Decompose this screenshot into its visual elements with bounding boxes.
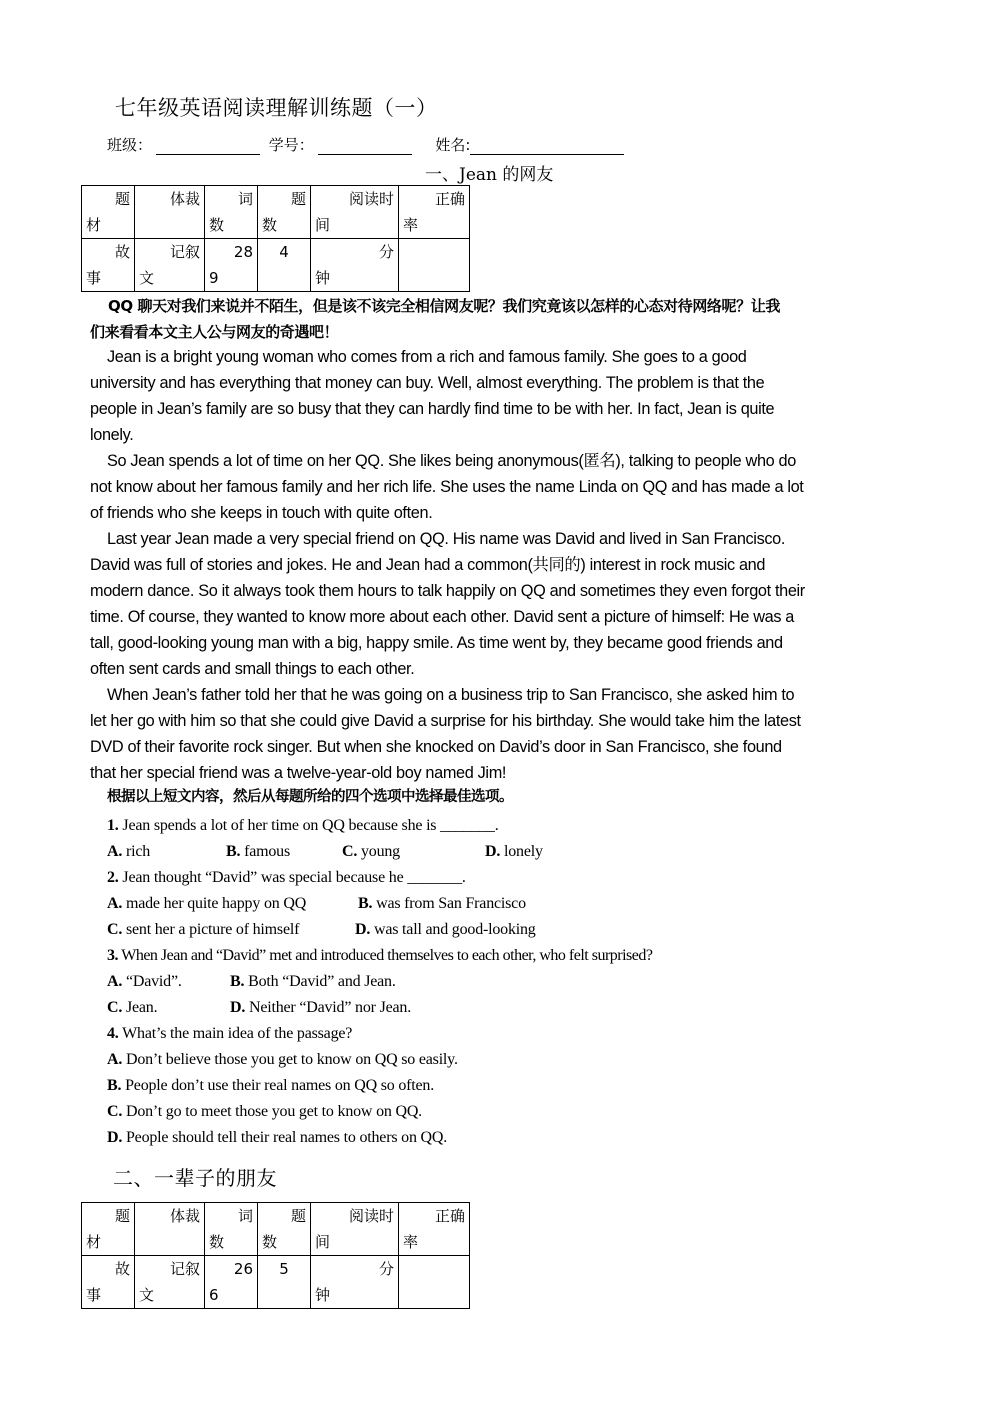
passage-line: of friends who she keeps in touch with quite often.	[90, 504, 433, 522]
option-letter: C.	[342, 843, 358, 860]
cell-text: 分	[378, 243, 394, 261]
instruction-text: 根据以上短文内容，然后从每题所给的四个选项中选择最佳选项。	[107, 789, 513, 805]
table-cell	[205, 239, 258, 292]
question-3	[107, 943, 652, 969]
option-4c[interactable]	[107, 1103, 422, 1121]
option-letter: A.	[107, 843, 123, 860]
cell-text: 题	[114, 1207, 130, 1225]
option-letter: B.	[358, 895, 373, 912]
option-1c[interactable]	[342, 843, 400, 861]
option-text: made her quite happy on QQ	[125, 895, 307, 912]
passage-line: let her go with him so that she could give David a surprise for his birthday. She would take him the latest	[90, 712, 801, 730]
cell-text: 数	[262, 216, 278, 234]
passage-line: David was full of stories and jokes. He and Jean had a common(共同的) interest in rock music and	[90, 556, 766, 574]
page-title: 七年级英语阅读理解训练题（一）	[115, 96, 438, 120]
question-number: 3.	[107, 947, 118, 964]
cell-text	[262, 1282, 306, 1308]
option-letter: B.	[107, 1077, 122, 1094]
table-row	[82, 239, 470, 292]
cell-text: 文	[139, 1286, 155, 1304]
option-4a[interactable]	[107, 1051, 458, 1069]
option-letter: D.	[107, 1129, 123, 1146]
option-text: lonely	[503, 843, 543, 860]
option-text: “David”.	[125, 973, 182, 990]
table-cell	[205, 186, 258, 239]
cell-text	[139, 212, 200, 238]
cell-text: 题	[290, 1207, 306, 1225]
table-cell	[258, 1203, 311, 1256]
student-number-label: 学号：	[268, 136, 314, 154]
question-2	[107, 865, 466, 891]
cell-text: 间	[315, 1233, 331, 1251]
student-number-field[interactable]	[318, 138, 412, 155]
section-1-heading: 一、Jean 的网友	[425, 165, 554, 185]
cell-text: 体裁	[169, 1207, 200, 1225]
option-text: People don’t use their real names on QQ so often.	[125, 1077, 435, 1094]
table-header-row	[82, 1203, 470, 1256]
cell-text: 故	[114, 1260, 130, 1278]
cell-text: 记叙	[169, 243, 200, 261]
cell-text: 数	[209, 216, 225, 234]
passage-line: Jean is a bright young woman who comes from a rich and famous family. She goes to a good	[107, 348, 747, 366]
option-text: Jean.	[125, 999, 158, 1016]
option-1a[interactable]	[107, 843, 150, 861]
cell-text: 故	[114, 243, 130, 261]
table-cell	[311, 239, 399, 292]
option-text: was from San Francisco	[376, 895, 526, 912]
table-row	[82, 1256, 470, 1309]
passage-paragraph	[90, 526, 910, 682]
option-text: young	[360, 843, 400, 860]
question-text: Jean thought “David” was special because he _______.	[122, 869, 466, 886]
table-cell	[205, 1256, 258, 1309]
option-3b[interactable]	[230, 973, 396, 991]
option-3a[interactable]	[107, 973, 182, 991]
cell-text: 事	[86, 1286, 102, 1304]
question-4	[107, 1021, 352, 1047]
accuracy-cell[interactable]	[399, 1256, 470, 1309]
cell-text: 阅读时	[348, 190, 394, 208]
option-text: Don’t believe those you get to know on QQ so easily.	[125, 1051, 458, 1068]
question-text: What’s the main idea of the passage?	[122, 1025, 353, 1042]
passage-line: tall, good-looking young man with a big, happy smile. As time went by, they became good friends and	[90, 634, 783, 652]
cell-text: 9	[209, 269, 219, 287]
table-cell	[82, 1203, 135, 1256]
table-header-row	[82, 186, 470, 239]
table-cell	[82, 1256, 135, 1309]
cell-text: 数	[209, 1233, 225, 1251]
cell-text	[139, 1229, 200, 1255]
cell-text: 数	[262, 1233, 278, 1251]
table-cell	[311, 186, 399, 239]
cell-text: 5	[279, 1260, 289, 1278]
table-cell	[399, 186, 470, 239]
cell-text: 题	[114, 190, 130, 208]
option-letter: D.	[230, 999, 246, 1016]
option-letter: C.	[107, 1103, 123, 1120]
cell-text: 材	[86, 1233, 102, 1251]
table-cell	[258, 1256, 311, 1309]
option-text: People should tell their real names to others on QQ.	[125, 1129, 448, 1146]
cell-text: 率	[403, 1233, 419, 1251]
cell-text: 材	[86, 216, 102, 234]
cell-text: 事	[86, 269, 102, 287]
option-text: was tall and good-looking	[373, 921, 536, 938]
passage-line: often sent cards and small things to each other.	[90, 660, 415, 678]
table-cell	[82, 186, 135, 239]
passage-line: not know about her famous family and her rich life. She uses the name Linda on QQ and has made a lot	[90, 478, 804, 496]
cell-text: 分	[378, 1260, 394, 1278]
option-1b[interactable]	[226, 843, 290, 861]
cell-text	[403, 1282, 465, 1308]
passage-paragraph	[90, 344, 910, 448]
name-field[interactable]	[470, 138, 624, 155]
question-number: 2.	[107, 869, 119, 886]
passage-line: When Jean’s father told her that he was going on a business trip to San Francisco, she asked him to	[107, 686, 795, 704]
passage-line: Last year Jean made a very special friend on QQ. His name was David and lived in San Francisco.	[107, 530, 786, 548]
option-letter: A.	[107, 895, 123, 912]
option-letter: C.	[107, 999, 123, 1016]
class-field[interactable]	[156, 138, 260, 155]
question-text: Jean spends a lot of her time on QQ because she is _______.	[122, 817, 499, 834]
option-letter: C.	[107, 921, 123, 938]
option-letter: D.	[355, 921, 371, 938]
table-cell	[82, 239, 135, 292]
cell-text: 4	[279, 243, 289, 261]
intro-text	[90, 293, 910, 345]
option-2b[interactable]	[358, 895, 526, 913]
cell-text: 间	[315, 216, 331, 234]
option-text: Don’t go to meet those you get to know on QQ.	[125, 1103, 422, 1120]
table-cell	[311, 1203, 399, 1256]
option-1d[interactable]	[485, 843, 543, 861]
cell-text	[403, 265, 465, 291]
cell-text	[262, 265, 306, 291]
question-1	[107, 813, 499, 839]
table-cell	[311, 1256, 399, 1309]
option-letter: B.	[226, 843, 241, 860]
option-text: Neither “David” nor Jean.	[248, 999, 412, 1016]
option-text: rich	[125, 843, 151, 860]
table-cell	[135, 186, 205, 239]
table-cell	[135, 1256, 205, 1309]
table-cell	[135, 239, 205, 292]
question-text: When Jean and “David” met and introduced themselves to each other, who felt surprised?	[121, 947, 653, 964]
question-number: 1.	[107, 817, 119, 834]
option-letter: A.	[107, 1051, 123, 1068]
section-2-heading: 二、一辈子的朋友	[113, 1166, 277, 1190]
cell-text: 词	[237, 1207, 253, 1225]
cell-text: 记叙	[169, 1260, 200, 1278]
passage-line: lonely.	[90, 426, 134, 444]
passage-line: people in Jean’s family are so busy that they can hardly find time to be with her. In fact, Jean is quite	[90, 400, 775, 418]
section-1-info-table	[81, 185, 470, 292]
table-cell	[399, 1203, 470, 1256]
option-text: Both “David” and Jean.	[248, 973, 396, 990]
accuracy-cell[interactable]	[399, 239, 470, 292]
passage-line: modern dance. So it always took them hours to talk happily on QQ and sometimes they even forgot their	[90, 582, 805, 600]
option-letter: A.	[107, 973, 123, 990]
option-3c[interactable]	[107, 999, 157, 1017]
cell-text	[403, 1256, 465, 1282]
passage-paragraph	[90, 682, 910, 786]
option-text: famous	[244, 843, 290, 860]
intro-line: QQ 聊天对我们来说并不陌生，但是该不该完全相信网友呢？我们究竟该以怎样的心态对待网络呢？让我	[108, 297, 780, 315]
cell-text: 正确	[434, 190, 465, 208]
option-2d[interactable]	[355, 921, 536, 939]
passage-line: DVD of their favorite rock singer. But when she knocked on David’s door in San Francisco, she found	[90, 738, 782, 756]
cell-text: 题	[290, 190, 306, 208]
name-label: 姓名:	[435, 136, 471, 154]
cell-text: 28	[233, 243, 253, 261]
passage-line: time. Of course, they wanted to know more about each other. David sent a picture of himself: He was a	[90, 608, 795, 626]
option-2c[interactable]	[107, 921, 299, 939]
passage-line: university and has everything that money can buy. Well, almost everything. The problem is that the	[90, 374, 765, 392]
passage-line: that her special friend was a twelve-year-old boy named Jim!	[90, 764, 507, 782]
option-4d[interactable]	[107, 1129, 447, 1147]
table-cell	[258, 239, 311, 292]
cell-text: 词	[237, 190, 253, 208]
section-2-info-table	[81, 1202, 470, 1309]
passage-paragraph	[90, 448, 910, 526]
table-cell	[135, 1203, 205, 1256]
cell-text: 阅读时	[348, 1207, 394, 1225]
cell-text	[403, 239, 465, 265]
option-text: sent her a picture of himself	[125, 921, 300, 938]
cell-text: 26	[233, 1260, 253, 1278]
cell-text: 钟	[315, 1286, 331, 1304]
cell-text: 6	[209, 1286, 219, 1304]
cell-text: 体裁	[169, 190, 200, 208]
cell-text: 正确	[434, 1207, 465, 1225]
passage-line: So Jean spends a lot of time on her QQ. She likes being anonymous(匿名), talking to people who do	[107, 452, 796, 470]
cell-text: 文	[139, 269, 155, 287]
cell-text: 钟	[315, 269, 331, 287]
option-4b[interactable]	[107, 1077, 434, 1095]
class-label: 班级：	[107, 136, 153, 154]
option-3d[interactable]	[230, 999, 411, 1017]
table-cell	[205, 1203, 258, 1256]
option-letter: B.	[230, 973, 245, 990]
table-cell	[258, 186, 311, 239]
option-letter: D.	[485, 843, 501, 860]
option-2a[interactable]	[107, 895, 306, 913]
question-number: 4.	[107, 1025, 119, 1042]
intro-line: 们来看看本文主人公与网友的奇遇吧！	[90, 323, 339, 341]
cell-text: 率	[403, 216, 419, 234]
student-info-fields	[107, 134, 628, 155]
